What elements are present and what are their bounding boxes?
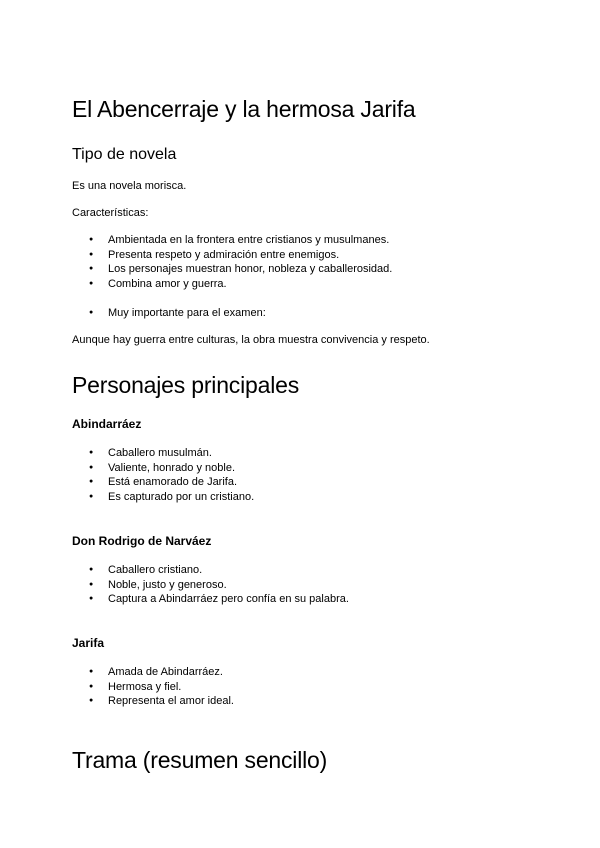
caracteristicas-label: Características: <box>72 207 149 219</box>
list-item: ● Valiente, honrado y noble. <box>72 461 254 476</box>
list-item: ● Caballero cristiano. <box>72 563 349 578</box>
list-item: ● Los personajes muestran honor, nobleza y caballerosidad. <box>72 262 392 277</box>
jarifa-list <box>72 665 234 709</box>
list-item: ● Representa el amor ideal. <box>72 694 234 709</box>
list-item: ● Presenta respeto y admiración entre enemigos. <box>72 248 392 263</box>
tipo-conclusion: Aunque hay guerra entre culturas, la obra muestra convivencia y respeto. <box>72 334 430 346</box>
list-item: ● Captura a Abindarráez pero confía en su palabra. <box>72 592 349 607</box>
list-item: ● Es capturado por un cristiano. <box>72 490 254 505</box>
section-heading-trama: Trama (resumen sencillo) <box>72 747 328 773</box>
list-item: ● Noble, justo y generoso. <box>72 578 349 593</box>
rodrigo-list <box>72 563 349 607</box>
list-item: ● Ambientada en la frontera entre cristianos y musulmanes. <box>72 233 392 248</box>
section-heading-personajes: Personajes principales <box>72 372 300 398</box>
list-item: ● Combina amor y guerra. <box>72 277 392 292</box>
abindarraez-list <box>72 446 254 505</box>
exam-list <box>72 306 266 321</box>
document-title: El Abencerraje y la hermosa Jarifa <box>72 96 416 122</box>
caracteristicas-list <box>72 233 392 292</box>
list-item: ● Caballero musulmán. <box>72 446 254 461</box>
list-item: ● Amada de Abindarráez. <box>72 665 234 680</box>
section-heading-tipo: Tipo de novela <box>72 146 177 163</box>
character-name-jarifa: Jarifa <box>72 636 105 650</box>
list-item: ● Hermosa y fiel. <box>72 680 234 695</box>
character-name-rodrigo: Don Rodrigo de Narváez <box>72 534 212 548</box>
tipo-intro: Es una novela morisca. <box>72 180 187 192</box>
list-item: ● Está enamorado de Jarifa. <box>72 475 254 490</box>
character-name-abindarraez: Abindarráez <box>72 417 142 431</box>
list-item: ● Muy importante para el examen: <box>72 306 266 321</box>
